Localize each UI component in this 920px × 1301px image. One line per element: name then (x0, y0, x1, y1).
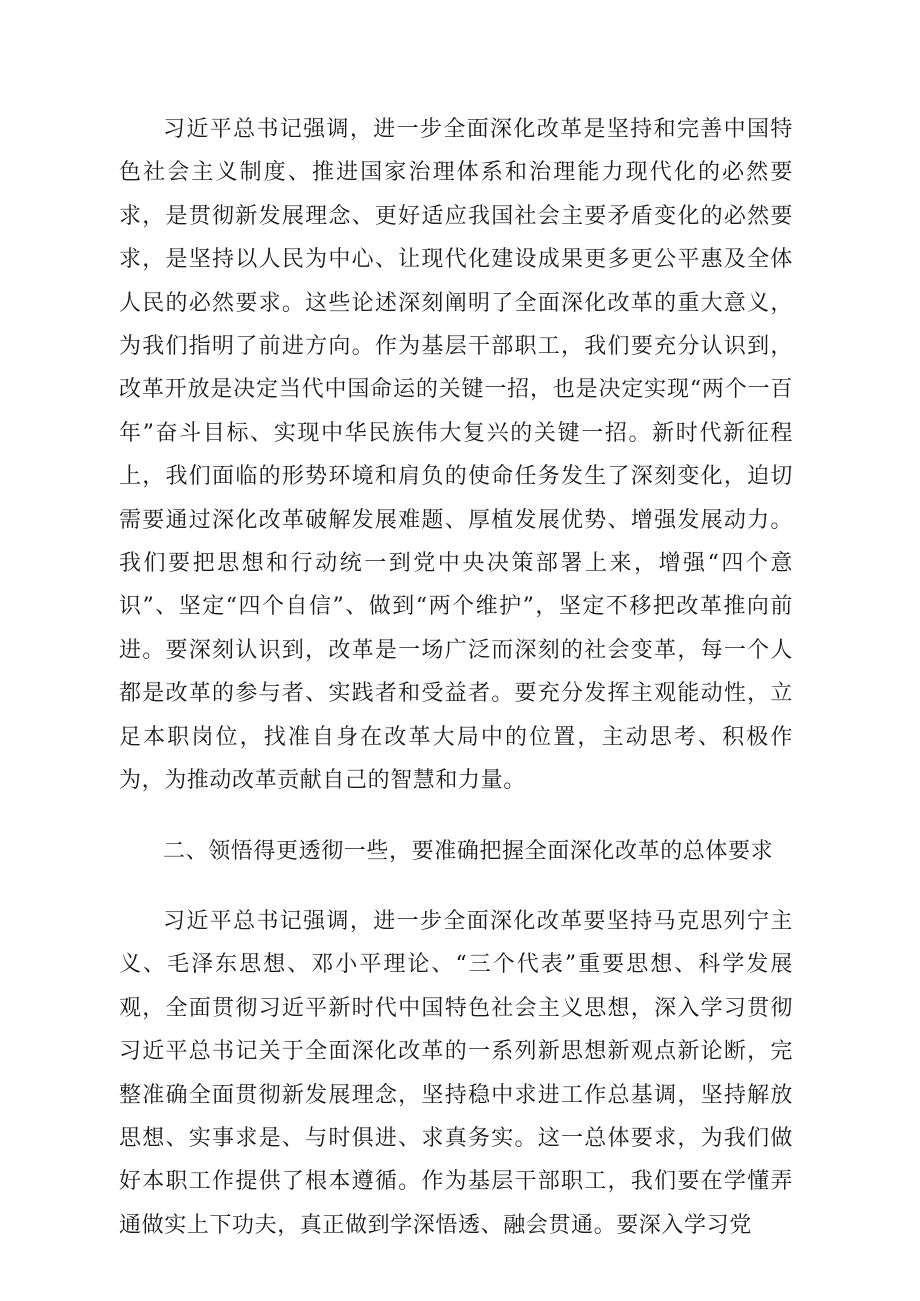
document-body (119, 108, 793, 1247)
section-heading-2: 二、领悟得更透彻一些，要准确把握全面深化改革的总体要求 (163, 838, 774, 864)
paragraph-significance: 习近平总书记强调，进一步全面深化改革是坚持和完善中国特色社会主义制度、推进国家治理体系和治理能力现代化的必然要求，是贯彻新发展理念、更好适应我国社会主要矛盾变化的必然要求，是坚持以人民为中心、让现代化建设成果更多更公平惠及全体人民的必然要求。这些论述深刻阐明了全面深化改革的重大意义，为我们指明了前进方向。作为基层干部职工，我们要充分认识到，改革开放是决定当代中国命运的关键一招，也是决定实现“两个一百年”奋斗目标、实现中华民族伟大复兴的关键一招。新时代新征程上，我们面临的形势环境和肩负的使命任务发生了深刻变化，迫切需要通过深化改革破解发展难题、厚植发展优势、增强发展动力。我们要把思想和行动统一到党中央决策部署上来，增强“四个意识”、坚定“四个自信”、做到“两个维护”，坚定不移把改革推向前进。要深刻认识到，改革是一场广泛而深刻的社会变革，每一个人都是改革的参与者、实践者和受益者。要充分发挥主观能动性，立足本职岗位，找准自身在改革大局中的位置，主动思考、积极作为，为推动改革贡献自己的智慧和力量。 (119, 117, 793, 794)
paragraph-requirements: 习近平总书记强调，进一步全面深化改革要坚持马克思列宁主义、毛泽东思想、邓小平理论、“三个代表”重要思想、科学发展观，全面贯彻习近平新时代中国特色社会主义思想，深入学习贯彻习近平总书记关于全面深化改革的一系列新思想新观点新论断，完整准确全面贯彻新发展理念，坚持稳中求进工作总基调，坚持解放思想、实事求是、与时俱进、求真务实。这一总体要求，为我们做好本职工作提供了根本遵循。作为基层干部职工，我们要在学懂弄通做实上下功夫，真正做到学深悟透、融会贯通。要深入学习党 (119, 908, 793, 1238)
